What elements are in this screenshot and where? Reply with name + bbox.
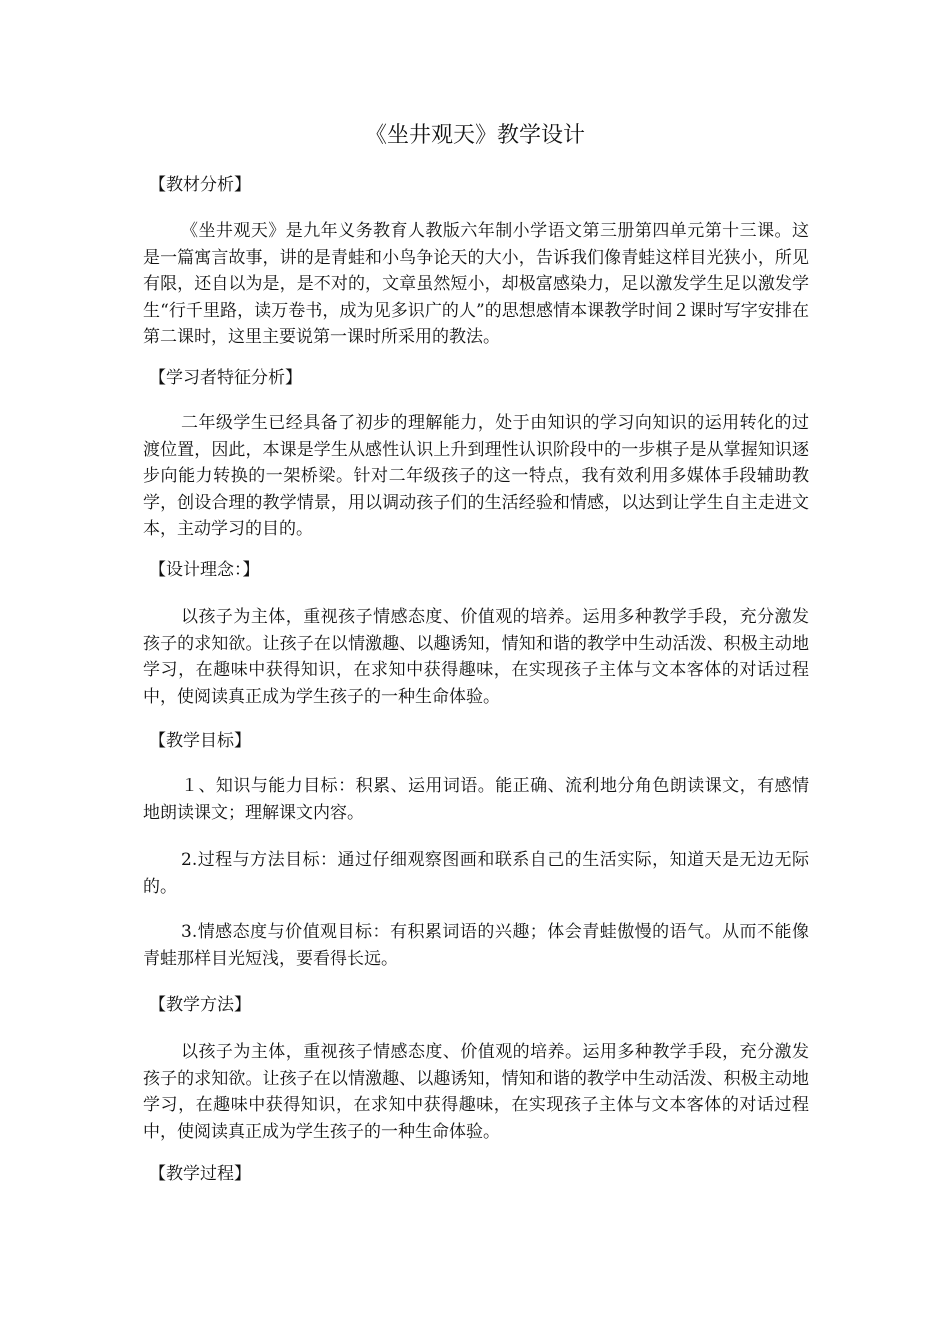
paragraph-goal-knowledge: １、知识与能力目标：积累、运用词语。能正确、流利地分角色朗读课文，有感情地朗读课文；理解课文内容。 [143,776,809,823]
paragraph-goal-process: 2.过程与方法目标：通过仔细观察图画和联系自己的生活实际，知道天是无边无际的。 [143,850,809,897]
paragraph-learner-analysis: 二年级学生已经具备了初步的理解能力，处于由知识的学习向知识的运用转化的过渡位置，因此，本课是学生从感性认识上升到理性认识阶段中的一步棋子是从掌握知识逐步向能力转换的一架桥梁。针对二年级孩子的这一特点，我有效利用多媒体手段辅助教学，创设合理的教学情景，用以调动孩子们的生活经验和情感，以达到让学生自主走进文本，主动学习的目的。 [143,413,809,539]
section-heading-learner-analysis: 【学习者特征分析】 [149,368,302,388]
paragraph-material-analysis: 《坐井观天》是九年义务教育人教版六年制小学语文第三册第四单元第十三课。这是一篇寓言故事，讲的是青蛙和小鸟争论天的大小，告诉我们像青蛙这样目光狭小，所见有限，还自以为是，是不对的，文章虽然短小，却极富感染力，足以激发学生足以激发学生“行千里路，读万卷书，成为见多识广的人”的思想感情本课教学时间２课时写字安排在第二课时，这里主要说第一课时所采用的教法。 [143,221,809,347]
section-heading-teaching-goals: 【教学目标】 [149,731,251,751]
section-heading-teaching-process: 【教学过程】 [149,1164,251,1184]
section-heading-design-concept: 【设计理念：】 [149,560,260,580]
paragraph-teaching-methods: 以孩子为主体，重视孩子情感态度、价值观的培养。运用多种教学手段，充分激发孩子的求知欲。让孩子在以情激趣、以趣诱知，情知和谐的教学中生动活泼、积极主动地学习，在趣味中获得知识，在求知中获得趣味，在实现孩子主体与文本客体的对话过程中，使阅读真正成为学生孩子的一种生命体验。 [143,1042,809,1142]
paragraph-goal-emotion: 3.情感态度与价值观目标：有积累词语的兴趣；体会青蛙傲慢的语气。从而不能像青蛙那样目光短浅，要看得长远。 [143,922,809,969]
section-heading-teaching-methods: 【教学方法】 [149,995,251,1015]
paragraph-design-concept: 以孩子为主体，重视孩子情感态度、价值观的培养。运用多种教学手段，充分激发孩子的求知欲。让孩子在以情激趣、以趣诱知，情知和谐的教学中生动活泼、积极主动地学习，在趣味中获得知识，在求知中获得趣味，在实现孩子主体与文本客体的对话过程中，使阅读真正成为学生孩子的一种生命体验。 [143,607,809,707]
document-title: 《坐井观天》教学设计 [364,123,585,148]
section-heading-material-analysis: 【教材分析】 [149,175,251,195]
